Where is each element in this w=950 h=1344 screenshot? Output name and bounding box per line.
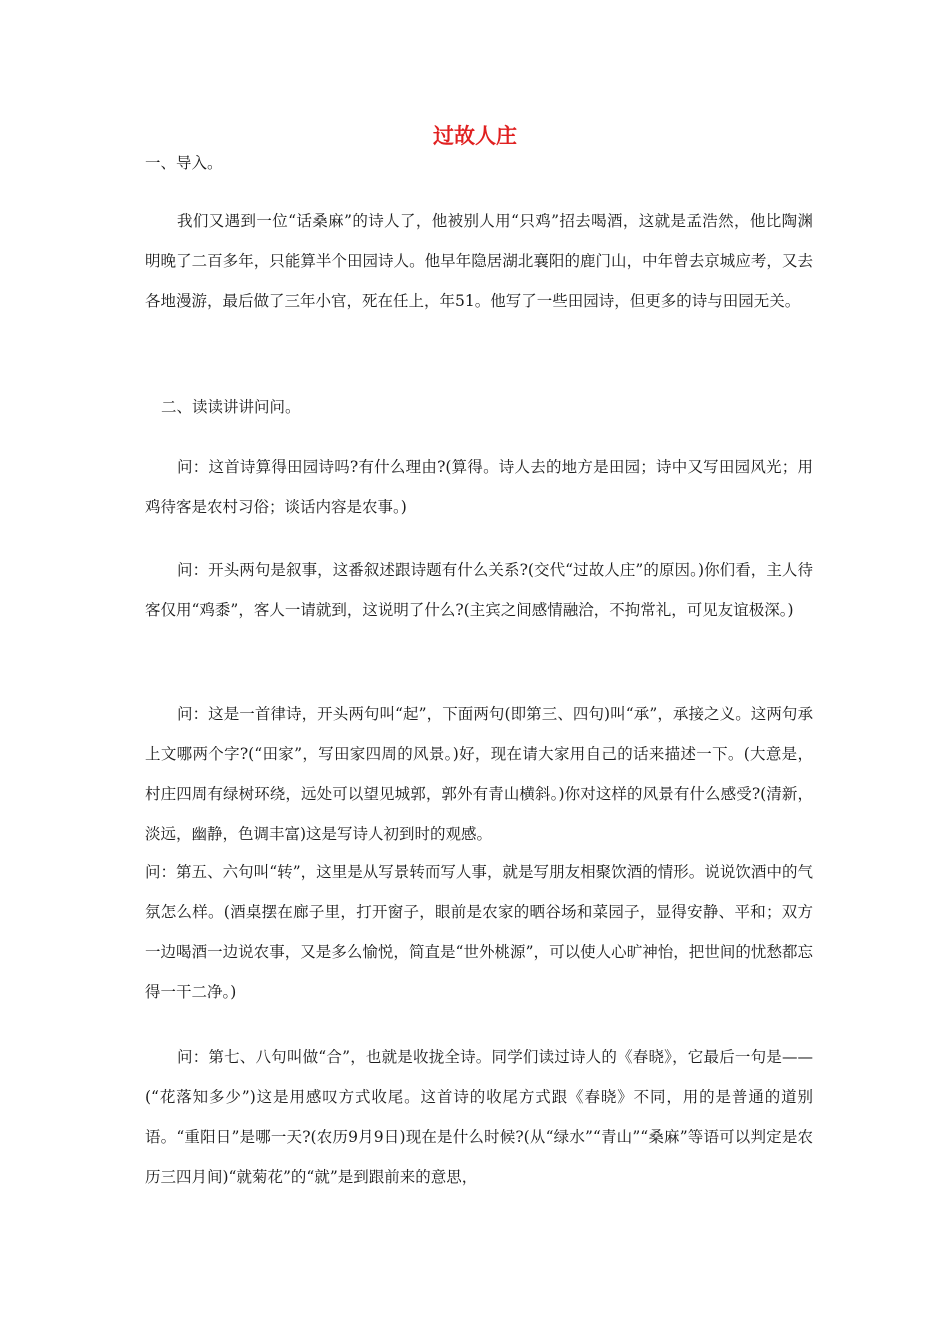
question-paragraph-1: 问：这首诗算得田园诗吗?有什么理由?(算得。诗人去的地方是田园；诗中又写田园风光；用鸡待客是农村习俗；谈话内容是农事。) [145,458,813,516]
section-heading-reading: 二、读读讲讲问问。 [161,398,301,416]
document-title: 过故人庄 [433,123,517,148]
section-heading-intro: 一、导入。 [145,154,223,172]
question-paragraph-5: 问：第七、八句叫做“合”，也就是收拢全诗。同学们读过诗人的《春晓》，它最后一句是——(“花落知多少”)这是用感叹方式收尾。这首诗的收尾方式跟《春晓》不同，用的是普通的道别语。“重阳日”是哪一天?(农历9月9日)现在是什么时候?(从“绿水”“青山”“桑麻”等语可以判定是农历三四月间)“就菊花”的“就”是到跟前来的意思， [145,1048,813,1186]
question-paragraph-2: 问：开头两句是叙事，这番叙述跟诗题有什么关系?(交代“过故人庄”的原因。)你们看，主人待客仅用“鸡黍”，客人一请就到，这说明了什么?(主宾之间感情融洽，不拘常礼，可见友谊极深。) [145,561,813,619]
question-paragraph-3: 问：这是一首律诗，开头两句叫“起”，下面两句(即第三、四句)叫“承”，承接之义。这两句承上文哪两个字?(“田家”，写田家四周的风景。)好，现在请大家用自己的话来描述一下。(大意是，村庄四周有绿树环绕，远处可以望见城郭，郭外有青山横斜。)你对这样的风景有什么感受?(清新，淡远，幽静，色调丰富)这是写诗人初到时的观感。 [145,705,813,843]
paragraph-intro: 我们又遇到一位“话桑麻”的诗人了，他被别人用“只鸡”招去喝酒，这就是孟浩然，他比陶渊明晚了二百多年，只能算半个田园诗人。他早年隐居湖北襄阳的鹿门山，中年曾去京城应考，又去各地漫游，最后做了三年小官，死在任上，年51。他写了一些田园诗，但更多的诗与田园无关。 [145,212,813,310]
question-paragraph-4: 问：第五、六句叫“转”，这里是从写景转而写人事，就是写朋友相聚饮酒的情形。说说饮酒中的气氛怎么样。(酒桌摆在廊子里，打开窗子，眼前是农家的晒谷场和菜园子，显得安静、平和；双方一边喝酒一边说农事，又是多么愉悦，简直是“世外桃源”，可以使人心旷神怡，把世间的忧愁都忘得一干二净。) [145,863,813,1001]
